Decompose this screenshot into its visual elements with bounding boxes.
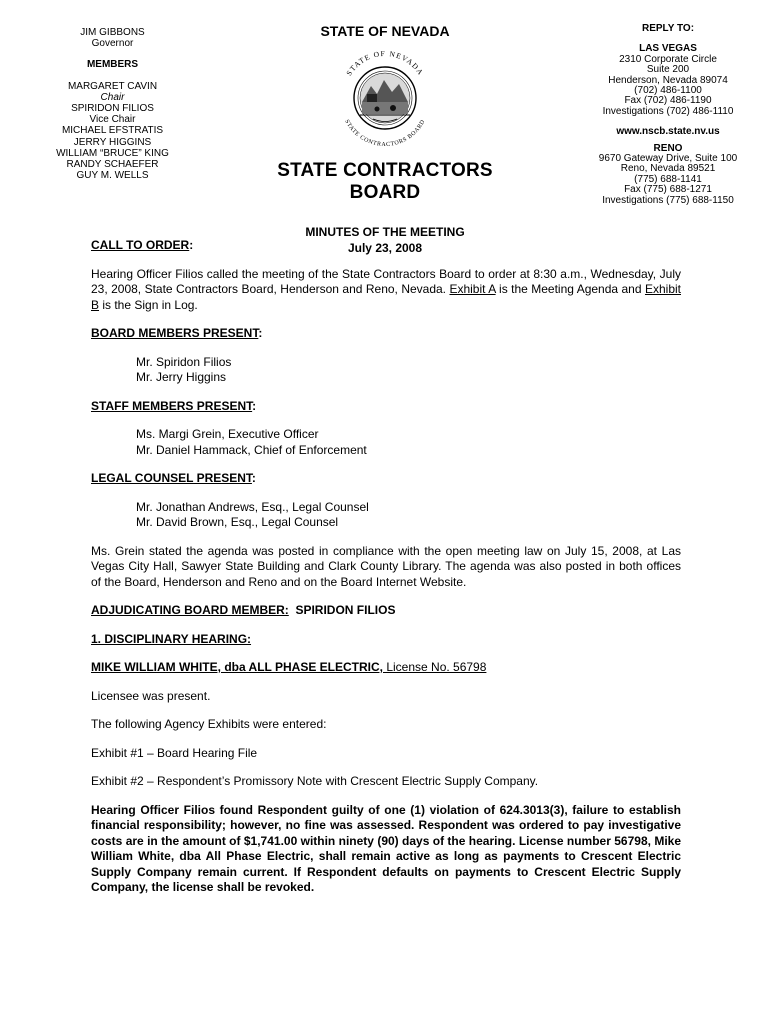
board-members-list xyxy=(91,355,681,386)
las-vegas-heading: LAS VEGAS xyxy=(639,43,697,55)
investigations-line: Investigations (775) 688-1150 xyxy=(602,194,734,206)
list-item: Mr. Jonathan Andrews, Esq., Legal Counsel xyxy=(136,499,369,514)
reply-to-label: REPLY TO: xyxy=(641,23,695,34)
phone-line: (702) 486-1100 xyxy=(634,85,702,97)
exhibit-item: Exhibit #1 – Board Hearing File xyxy=(91,745,258,760)
adjudicating-line: ADJUDICATING BOARD MEMBER: SPIRIDON FILIOS xyxy=(91,603,396,617)
list-item: Mr. Jerry Higgins xyxy=(136,370,227,384)
board-title: STATE CONTRACTORS BOARD xyxy=(277,160,493,203)
disciplinary-heading: 1. DISCIPLINARY HEARING: xyxy=(91,631,252,646)
member-name: SPIRIDON FILIOS xyxy=(71,103,154,115)
list-item: Mr. Daniel Hammack, Chief of Enforcement xyxy=(136,442,367,457)
minutes-title: MINUTES OF THE MEETING xyxy=(305,225,465,239)
staff-members-list xyxy=(91,427,681,458)
phone-line: (775) 688-1141 xyxy=(634,173,702,185)
exhibit-item: Exhibit #2 – Respondent’s Promissory Note with Crescent Electric Supply Company. xyxy=(91,774,539,788)
contact-block xyxy=(598,24,738,206)
member-name: RANDY SCHAEFER xyxy=(66,159,159,171)
staff-members-heading: STAFF MEMBERS PRESENT: xyxy=(91,398,257,413)
reno-heading: RENO xyxy=(653,142,683,154)
fax-line: Fax (775) 688-1271 xyxy=(624,184,712,196)
address-line: Henderson, Nevada 89074 xyxy=(608,74,728,86)
investigations-line: Investigations (702) 486-1110 xyxy=(602,105,734,117)
address-line: 9670 Gateway Drive, Suite 100 xyxy=(598,153,738,165)
list-item: Mr. Spiridon Filios xyxy=(136,354,232,369)
member-role: Vice Chair xyxy=(89,114,136,126)
governor-name: JIM GIBBONS xyxy=(80,27,145,38)
member-name: JERRY HIGGINS xyxy=(73,136,152,148)
address-line: 2310 Corporate Circle xyxy=(619,53,717,65)
member-role: Chair xyxy=(100,91,125,103)
minutes-body xyxy=(91,238,681,896)
case-title: MIKE WILLIAM WHITE, dba ALL PHASE ELECTRIC, License No. 56798 xyxy=(91,660,487,674)
seal-top-text: STATE OF NEVADA xyxy=(344,48,426,78)
letterhead-center xyxy=(250,22,520,256)
address-line: Suite 200 xyxy=(646,64,690,76)
member-name: MARGARET CAVIN xyxy=(67,80,158,92)
agenda-paragraph: Ms. Grein stated the agenda was posted in compliance with the open meeting law on July 15, 2008, at Las Vegas City Hall, Sawyer State Building and Clark County Library. The agenda was also posted in both offices of the Board, Henderson and Reno and on the Board Internet Website. xyxy=(91,543,681,589)
seal-bottom-text: STATE CONTRACTORS BOARD xyxy=(343,118,427,146)
list-item: Ms. Margi Grein, Executive Officer xyxy=(136,427,319,441)
minutes-date: July 23, 2008 xyxy=(347,241,423,255)
governor-title: Governor xyxy=(91,38,134,50)
exhibit-b-ref: Exhibit B xyxy=(91,282,681,312)
fax-line: Fax (702) 486-1190 xyxy=(624,95,712,107)
member-name: WILLIAM “BRUCE” KING xyxy=(56,147,169,159)
member-name: GUY M. WELLS xyxy=(76,170,149,182)
legal-counsel-list xyxy=(91,500,681,531)
exhibit-a-ref: Exhibit A xyxy=(449,282,496,296)
licensee-present: Licensee was present. xyxy=(91,688,211,703)
call-to-order-heading: CALL TO ORDER: xyxy=(91,238,194,252)
member-name: MICHAEL EFSTRATIS xyxy=(61,125,164,137)
list-item: Mr. David Brown, Esq., Legal Counsel xyxy=(136,515,339,529)
address-line: Reno, Nevada 89521 xyxy=(620,163,716,175)
state-title: STATE OF NEVADA xyxy=(320,23,450,39)
state-seal-icon xyxy=(329,46,441,146)
legal-counsel-heading: LEGAL COUNSEL PRESENT: xyxy=(91,471,256,485)
hearing-finding: Hearing Officer Filios found Respondent guilty of one (1) violation of 624.3013(3), failure to establish financial responsibility; however, no fine was assessed. Respondent was ordered to pay investigative costs are in the amount of $1,741.00 within ninety (90) days of the hearing. License number 56798, Mike William White, dba All Phase Electric, shall remain active as long as payments to Crescent Electric Supply Company remain current. If Respondent defaults on payments to Crescent Electric Supply Company, the license shall be revoked. xyxy=(91,802,681,894)
exhibits-intro: The following Agency Exhibits were entered: xyxy=(91,717,327,731)
call-to-order-paragraph: Hearing Officer Filios called the meeting of the State Contractors Board to order at 8:30 a.m., Wednesday, July 23, 2008, State Contractors Board, Henderson and Reno, Nevada. Exhibit A is the Meeting Agenda and Exhibit B is the Sign in Log. xyxy=(91,266,681,312)
board-members-heading: BOARD MEMBERS PRESENT: xyxy=(91,326,263,340)
website: www.nscb.state.nv.us xyxy=(616,126,720,138)
board-members-block xyxy=(55,27,170,181)
members-heading: MEMBERS xyxy=(86,59,139,71)
